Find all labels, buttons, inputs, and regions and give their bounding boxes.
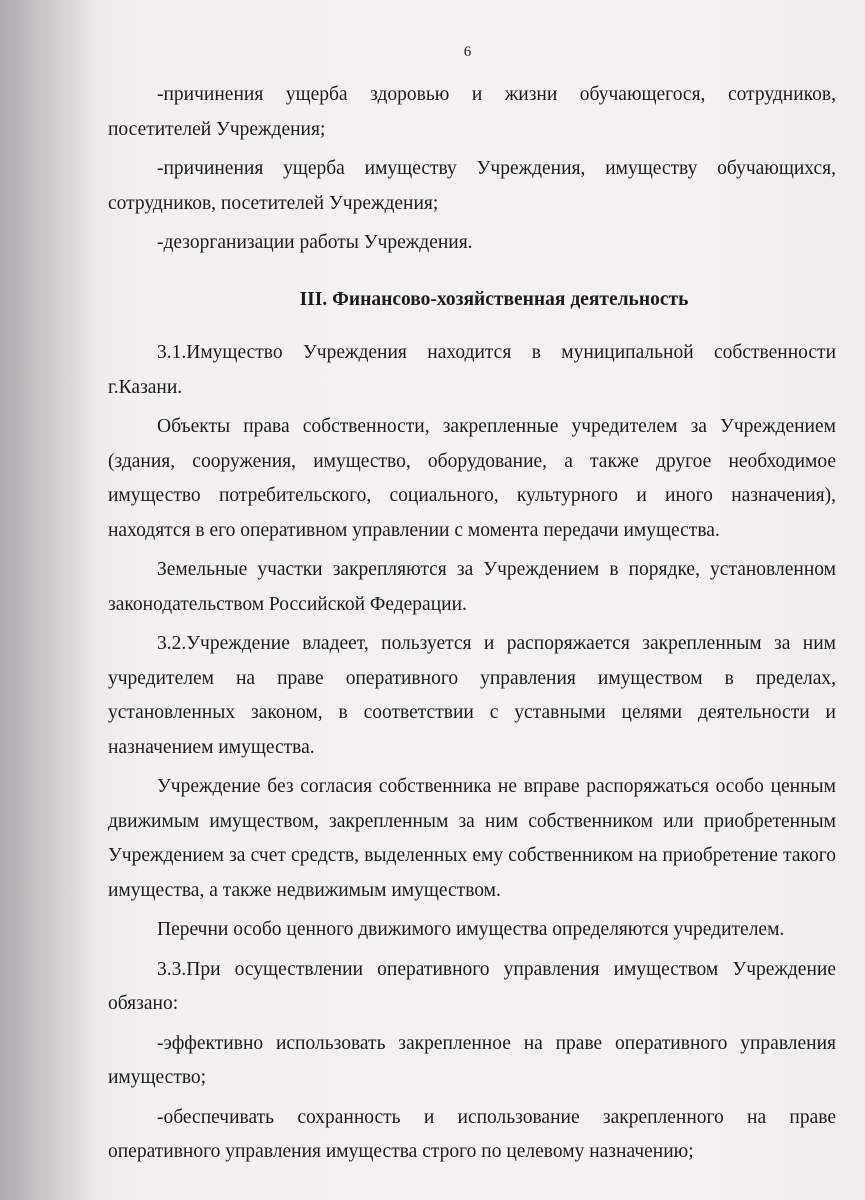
paragraph: 3.3.При осуществлении оперативного управления имуществом Учреждение обязано: [108,958,836,1014]
list-item: -причинения ущерба здоровью и жизни обучающегося, сотрудников, посетителей Учреждения; [108,84,836,140]
paragraph: Земельные участки закрепляются за Учреждением в порядке, установленном законодательством Российской Федерации. [108,559,836,615]
list-item: -причинения ущерба имуществу Учреждения, имуществу обучающихся, сотрудников, посетителей Учреждения; [108,158,836,214]
list-item: -эффективно использовать закрепленное на праве оперативного управления имущество; [108,1032,836,1088]
section-heading: III. Финансово-хозяйственная деятельность [299,288,689,310]
paragraph: 3.2.Учреждение владеет, пользуется и распоряжается закрепленным за ним учредителем на праве оперативного управления имуществом в пределах, установленных законом, в соответствии с уставными целями деятельности и назначением имущества. [108,633,836,758]
list-item: -обеспечивать сохранность и использование закрепленного на праве оперативного управления имущества строго по целевому назначению; [108,1106,836,1162]
list-item: -дезорганизации работы Учреждения. [157,232,473,253]
paragraph: 3.1.Имущество Учреждения находится в муниципальной собственности г.Казани. [108,342,836,398]
page-number: 6 [463,44,472,60]
paragraph: Перечни особо ценного движимого имущества определяются учредителем. [157,919,785,940]
paragraph: Объекты права собственности, закрепленные учредителем за Учреждением (здания, сооружения, имущество, оборудование, а также другое необходимое имущество потребительского, социального, культурного и иного назначения), находятся в его оперативном управлении с момента передачи имущества. [108,416,836,541]
binding-shadow [0,0,100,1200]
document-body [108,78,836,1170]
paragraph: Учреждение без согласия собственника не вправе распоряжаться особо ценным движимым имуществом, закрепленным за ним собственником или приобретенным Учреждением за счет средств, выделенных ему собственником на приобретение такого имущества, а также недвижимым имуществом. [108,776,836,901]
